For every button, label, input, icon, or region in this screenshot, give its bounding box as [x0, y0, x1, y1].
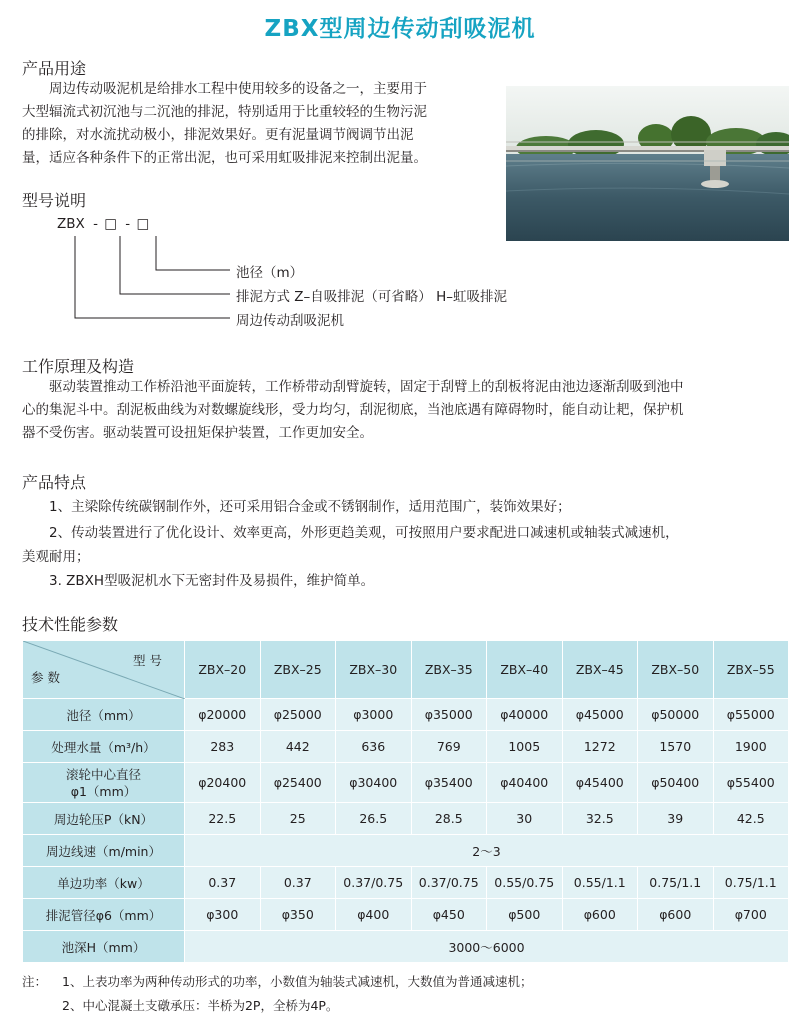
model-box-2: □	[136, 216, 150, 232]
param-cell	[23, 763, 185, 803]
value-cell: 30	[487, 803, 563, 835]
value-cell: φ600	[638, 899, 714, 931]
model-header: ZBX–30	[336, 641, 412, 699]
param-cell: 排泥管径φ6（mm）	[23, 899, 185, 931]
value-cell: φ20400	[185, 763, 261, 803]
feature-line: 3. ZBXH型吸泥机水下无密封件及易损件，维护简单。	[49, 573, 375, 589]
model-header: ZBX–40	[487, 641, 563, 699]
notes-prefix: 注：	[22, 974, 48, 989]
model-header: ZBX–55	[713, 641, 789, 699]
param-cell: 池径（mm）	[23, 699, 185, 731]
value-cell: φ40400	[487, 763, 563, 803]
value-cell: φ55400	[713, 763, 789, 803]
value-cell: φ25000	[260, 699, 336, 731]
value-cell: φ55000	[713, 699, 789, 731]
table-corner-cell	[23, 641, 185, 699]
model-code-prefix: ZBX	[57, 216, 85, 232]
usage-line: 量，适应各种条件下的正常出泥，也可采用虹吸排泥来控制出泥量。	[22, 150, 427, 166]
features-heading: 产品特点	[22, 473, 87, 492]
model-dash: -	[125, 216, 131, 232]
value-cell: 442	[260, 731, 336, 763]
specs-table	[22, 640, 789, 963]
model-label-discharge: 排泥方式 Z–自吸排泥（可省略） H–虹吸排泥	[236, 289, 507, 305]
model-header: ZBX–50	[638, 641, 714, 699]
value-cell: 39	[638, 803, 714, 835]
usage-line: 大型辐流式初沉池与二沉池的排泥，特别适用于比重较轻的生物污泥	[22, 104, 427, 120]
value-cell: 0.55/0.75	[487, 867, 563, 899]
value-cell: 0.37/0.75	[411, 867, 487, 899]
specs-heading: 技术性能参数	[22, 615, 119, 634]
model-label-diameter: 池径（m）	[236, 265, 304, 281]
value-cell: 42.5	[713, 803, 789, 835]
value-cell: 0.37/0.75	[336, 867, 412, 899]
value-cell: 0.37	[185, 867, 261, 899]
table-header-row	[23, 641, 789, 699]
note-line: 2、中心混凝土支礅承压：半桥为2P，全桥为4P。	[62, 998, 339, 1013]
usage-line: 周边传动吸泥机是给排水工程中使用较多的设备之一，主要用于	[49, 81, 427, 97]
usage-line: 的排除，对水流扰动极小，排泥效果好。更有泥量调节阀调节出泥	[22, 127, 414, 143]
feature-line: 美观耐用；	[22, 549, 90, 565]
model-header: ZBX–20	[185, 641, 261, 699]
value-cell: φ50000	[638, 699, 714, 731]
value-cell: φ20000	[185, 699, 261, 731]
value-cell: 26.5	[336, 803, 412, 835]
value-cell: 0.55/1.1	[562, 867, 638, 899]
value-cell: φ45400	[562, 763, 638, 803]
value-cell: φ50400	[638, 763, 714, 803]
value-cell: 25	[260, 803, 336, 835]
value-cell: φ350	[260, 899, 336, 931]
value-cell: 636	[336, 731, 412, 763]
value-cell: φ35400	[411, 763, 487, 803]
value-cell: φ35000	[411, 699, 487, 731]
usage-heading: 产品用途	[22, 59, 87, 78]
param-cell: 单边功率（kw）	[23, 867, 185, 899]
value-cell: 0.37	[260, 867, 336, 899]
value-cell: 1005	[487, 731, 563, 763]
product-photo	[506, 86, 789, 241]
value-cell: 0.75/1.1	[638, 867, 714, 899]
features-text	[22, 494, 792, 594]
value-cell: φ25400	[260, 763, 336, 803]
value-cell: φ300	[185, 899, 261, 931]
value-cell: φ400	[336, 899, 412, 931]
value-cell: 1272	[562, 731, 638, 763]
value-cell: φ40000	[487, 699, 563, 731]
model-diagram-lines	[60, 236, 240, 326]
feature-line: 2、传动装置进行了优化设计、效率更高，外形更趋美观，可按照用户要求配进口减速机或轴装式减速机，	[49, 525, 679, 541]
value-cell: 1570	[638, 731, 714, 763]
corner-model-label: 型 号	[133, 653, 162, 668]
principle-line: 心的集泥斗中。刮泥板曲线为对数螺旋线形，受力均匀，刮泥彻底，当池底遇有障碍物时，能自动让耙，保护机	[22, 402, 684, 418]
model-header: ZBX–45	[562, 641, 638, 699]
feature-line: 1、主梁除传统碳钢制作外，还可采用铝合金或不锈钢制作，适用范围广，装饰效果好；	[49, 499, 571, 515]
value-cell: φ30400	[336, 763, 412, 803]
model-header: ZBX–35	[411, 641, 487, 699]
model-heading: 型号说明	[22, 191, 87, 210]
param-line: 滚轮中心直径	[65, 766, 141, 782]
param-cell: 池深H（mm）	[23, 931, 185, 963]
value-cell: 1900	[713, 731, 789, 763]
value-cell: 32.5	[562, 803, 638, 835]
table-row	[23, 803, 789, 835]
value-cell: 0.75/1.1	[713, 867, 789, 899]
param-line: φ1（mm）	[70, 783, 137, 799]
principle-heading: 工作原理及构造	[22, 357, 135, 376]
table-row	[23, 731, 789, 763]
principle-line: 器不受伤害。驱动装置可设扭矩保护装置，工作更加安全。	[22, 425, 373, 441]
principle-text	[22, 376, 792, 445]
param-cell: 周边线速（m/min）	[23, 835, 185, 867]
usage-text	[22, 78, 502, 170]
principle-line: 驱动装置推动工作桥沿池平面旋转，工作桥带动刮臂旋转，固定于刮臂上的刮板将泥由池边逐渐刮吸到池中	[49, 379, 684, 395]
model-header: ZBX–25	[260, 641, 336, 699]
table-row	[23, 699, 789, 731]
corner-param-label: 参 数	[31, 670, 60, 685]
table-row	[23, 835, 789, 867]
table-row	[23, 867, 789, 899]
value-cell: 283	[185, 731, 261, 763]
value-cell: 769	[411, 731, 487, 763]
model-dash: -	[93, 216, 98, 232]
param-cell: 周边轮压P（kN）	[23, 803, 185, 835]
model-code	[57, 216, 149, 232]
value-cell: φ45000	[562, 699, 638, 731]
value-cell: φ450	[411, 899, 487, 931]
table-row	[23, 899, 789, 931]
value-cell: φ600	[562, 899, 638, 931]
merged-value-cell: 2～3	[185, 835, 789, 867]
table-row	[23, 763, 789, 803]
table-row	[23, 931, 789, 963]
param-cell: 处理水量（m³/h）	[23, 731, 185, 763]
model-box-1: □	[104, 216, 117, 232]
page-title: ZBX型周边传动刮吸泥机	[264, 16, 536, 42]
value-cell: φ500	[487, 899, 563, 931]
note-line: 1、上表功率为两种传动形式的功率，小数值为轴装式减速机，大数值为普通减速机；	[62, 974, 533, 989]
value-cell: 28.5	[411, 803, 487, 835]
model-label-machine: 周边传动刮吸泥机	[236, 313, 344, 329]
merged-value-cell: 3000～6000	[185, 931, 789, 963]
value-cell: φ700	[713, 899, 789, 931]
value-cell: φ3000	[336, 699, 412, 731]
value-cell: 22.5	[185, 803, 261, 835]
